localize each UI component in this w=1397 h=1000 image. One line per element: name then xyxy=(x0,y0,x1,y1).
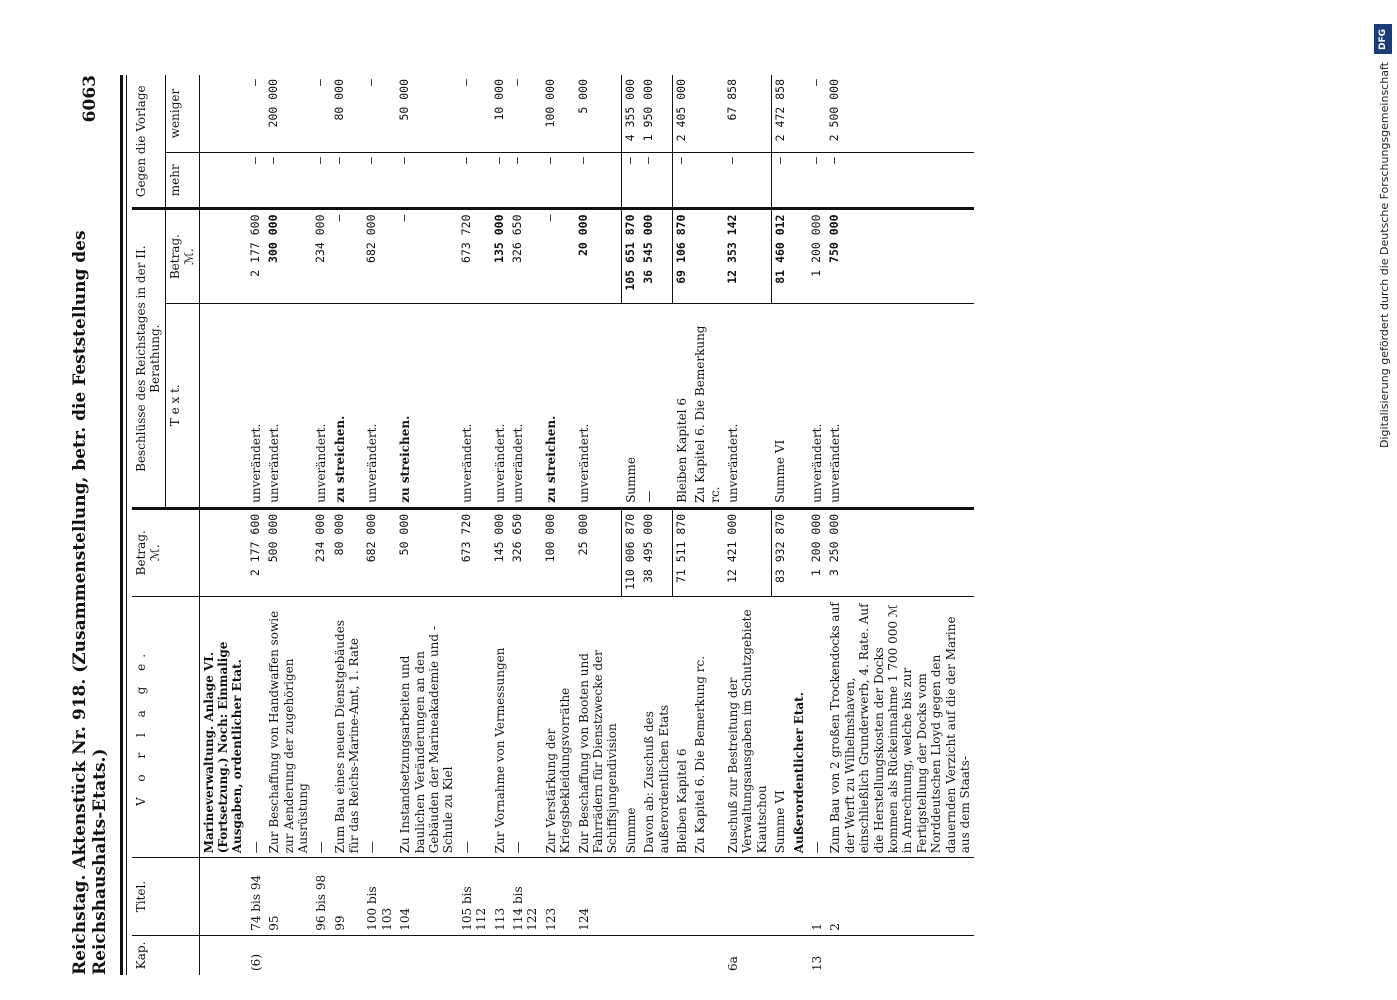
beschluss-betrag-cell: 300 000 xyxy=(265,209,312,303)
titel-cell: 105 bis 112 xyxy=(458,858,491,935)
weniger-cell xyxy=(790,75,808,153)
beschluss-betrag-cell: 1 200 000 xyxy=(808,209,826,303)
kap-cell xyxy=(331,935,364,975)
mehr-cell: — xyxy=(826,153,974,210)
vorlage-betrag-cell: 234 000 xyxy=(312,508,330,596)
weniger-cell: 2 472 858 xyxy=(771,75,789,153)
beschluss-text-cell: unverändert. xyxy=(265,303,312,508)
kap-cell xyxy=(790,935,808,975)
vorlage-betrag-cell: 145 000 xyxy=(491,508,509,596)
table-row xyxy=(771,75,789,975)
mehr-cell: — xyxy=(509,153,542,210)
kap-cell xyxy=(771,935,789,975)
kap-cell xyxy=(458,935,491,975)
beschluss-text-cell: unverändert. xyxy=(826,303,974,508)
weniger-cell: 5 000 xyxy=(575,75,622,153)
table-row xyxy=(509,75,542,975)
kap-cell xyxy=(199,935,247,975)
vorlage-betrag-cell: 110 006 870 xyxy=(622,508,640,596)
table-row xyxy=(640,75,673,975)
beschluss-betrag-cell: 2 177 600 xyxy=(247,209,265,303)
beschluss-text-cell: unverändert. xyxy=(363,303,396,508)
beschluss-text-cell: — xyxy=(640,303,673,508)
mehr-cell: — xyxy=(491,153,509,210)
titel-cell: 113 xyxy=(491,858,509,935)
beschluss-betrag-cell: 12 353 142 xyxy=(724,209,771,303)
vorlage-text-cell: — xyxy=(312,596,330,858)
mehr-cell xyxy=(790,153,808,210)
header-title: Reichstag. Aktenstück Nr. 918. (Zusammenstellung, betr. die Feststellung des Reichshaushalts-Etats.) xyxy=(70,230,110,975)
vorlage-betrag-cell: 673 720 xyxy=(458,508,491,596)
kap-cell: 13 xyxy=(810,955,825,971)
weniger-cell: — xyxy=(808,75,826,153)
titel-cell xyxy=(691,858,724,935)
beschluss-text-cell: unverändert. xyxy=(509,303,542,508)
vorlage-text-cell: Zum Bau von 2 großen Trockendocks auf der Werft zu Wilhelmshaven, einschließlich Grunderwerb, 4. Rate. Auf die Herstellungskosten der Docks kommen als Rückeinnahme 1 700 000 ℳ in Anrechnung, welche bis zur Fertigstellung der Docks vom Norddeutschen Lloyd gegen den dauernden Verzicht auf die der Marine aus dem Staats- xyxy=(826,596,974,858)
titel-cell xyxy=(622,858,640,935)
titel-cell: 1 xyxy=(808,858,826,935)
beschluss-text-cell: unverändert. xyxy=(491,303,509,508)
rotated-page xyxy=(70,75,1310,975)
beschluss-text-cell xyxy=(199,303,247,508)
beschluss-text-cell: Zu Kapitel 6. Die Bemerkung rc. xyxy=(691,303,724,508)
vorlage-betrag-cell: 3 250 000 xyxy=(826,508,974,596)
weniger-cell: 80 000 xyxy=(331,75,364,153)
vorlage-text-cell: — xyxy=(458,596,491,858)
vorlage-text-cell: Zum Bau eines neuen Dienstgebäudes für das Reichs-Marine-Amt, 1. Rate xyxy=(331,596,364,858)
titel-cell: 96 bis 98 xyxy=(312,858,330,935)
beschluss-text-cell: Summe xyxy=(622,303,640,508)
col-betrag2: Betrag. ℳ. xyxy=(165,209,199,303)
mehr-cell: — xyxy=(265,153,312,210)
mehr-cell: — xyxy=(673,153,691,210)
vorlage-text-cell: Summe VI xyxy=(771,596,789,858)
titel-cell xyxy=(640,858,673,935)
table-row xyxy=(691,75,724,975)
table-row xyxy=(312,75,330,975)
mehr-cell: — xyxy=(724,153,771,210)
beschluss-betrag-cell: 36 545 000 xyxy=(640,209,673,303)
mehr-cell: — xyxy=(363,153,396,210)
table-row xyxy=(826,75,974,975)
beschluss-betrag-cell xyxy=(199,209,247,303)
vorlage-betrag-cell: 2 177 600 xyxy=(247,508,265,596)
table-row xyxy=(542,75,575,975)
col-beschluesse: Beschlüsse des Reichstages in der II. Berathung. xyxy=(132,209,165,508)
kap-cell: (6) xyxy=(248,954,263,971)
table-row xyxy=(622,75,640,975)
mehr-cell: — xyxy=(396,153,458,210)
titel-cell xyxy=(771,858,789,935)
beschluss-text-cell: Summe VI xyxy=(771,303,789,508)
titel-cell xyxy=(790,858,808,935)
col-titel: Titel. xyxy=(132,858,199,935)
vorlage-betrag-cell: 80 000 xyxy=(331,508,364,596)
page-number: 6063 xyxy=(80,75,100,123)
beschluss-betrag-cell: 673 720 xyxy=(458,209,491,303)
beschluss-betrag-cell: — xyxy=(542,209,575,303)
vorlage-text-cell: Außerordentlicher Etat. xyxy=(790,596,808,858)
mehr-cell xyxy=(199,153,247,210)
vorlage-betrag-cell xyxy=(790,508,808,596)
vorlage-text-cell: Davon ab: Zuschuß des außerordentlichen Etats xyxy=(640,596,673,858)
beschluss-betrag-cell xyxy=(691,209,724,303)
beschluss-text-cell: unverändert. xyxy=(458,303,491,508)
weniger-cell: 50 000 xyxy=(396,75,458,153)
weniger-cell: — xyxy=(509,75,542,153)
beschluss-text-cell: zu streichen. xyxy=(542,303,575,508)
weniger-cell: 100 000 xyxy=(542,75,575,153)
kap-cell xyxy=(312,935,330,975)
vorlage-text-cell: — xyxy=(363,596,396,858)
weniger-cell: 2 500 000 xyxy=(826,75,974,153)
mehr-cell: — xyxy=(458,153,491,210)
table-row xyxy=(491,75,509,975)
weniger-cell: 200 000 xyxy=(265,75,312,153)
vorlage-betrag-cell: 326 650 xyxy=(509,508,542,596)
mehr-cell: — xyxy=(542,153,575,210)
table-row xyxy=(396,75,458,975)
kap-cell xyxy=(542,935,575,975)
vorlage-text-cell: Zur Vornahme von Vermessungen xyxy=(491,596,509,858)
table-row xyxy=(673,75,691,975)
mehr-cell xyxy=(691,153,724,210)
vorlage-betrag-cell: 682 000 xyxy=(363,508,396,596)
vorlage-betrag-cell: 1 200 000 xyxy=(808,508,826,596)
titel-cell xyxy=(673,858,691,935)
titel-cell xyxy=(724,858,771,935)
vorlage-text-cell: Zur Beschaffung von Booten und Fahrrädern für Dienstzwecke der Schiffsjungendivision xyxy=(575,596,622,858)
vorlage-text-cell: — xyxy=(247,596,265,858)
vorlage-text-cell: Summe xyxy=(622,596,640,858)
col-gegen: Gegen die Vorlage xyxy=(132,75,165,209)
beschluss-betrag-cell: 81 460 012 xyxy=(771,209,789,303)
col-text: T e x t. xyxy=(165,303,199,508)
kap-cell xyxy=(265,935,312,975)
titel-cell: 114 bis 122 xyxy=(509,858,542,935)
titel-cell xyxy=(199,858,247,935)
kap-cell xyxy=(826,935,974,975)
top-rule-thin xyxy=(126,75,127,975)
table-row xyxy=(790,75,808,975)
titel-cell: 2 xyxy=(826,858,974,935)
beschluss-betrag-cell: 234 000 xyxy=(312,209,330,303)
col-weniger: weniger xyxy=(165,75,199,153)
beschluss-betrag-cell: 750 000 xyxy=(826,209,974,303)
vorlage-betrag-cell: 500 000 xyxy=(265,508,312,596)
weniger-cell: 1 950 000 xyxy=(640,75,673,153)
vorlage-text-cell: — xyxy=(808,596,826,858)
mehr-cell: — xyxy=(640,153,673,210)
running-head xyxy=(70,75,110,975)
beschluss-text-cell: unverändert. xyxy=(247,303,265,508)
budget-table xyxy=(132,75,974,975)
beschluss-betrag-cell: 135 000 xyxy=(491,209,509,303)
table-row xyxy=(724,75,771,975)
beschluss-text-cell: unverändert. xyxy=(724,303,771,508)
titel-cell: 74 bis 94 xyxy=(247,858,265,935)
kap-cell xyxy=(691,935,724,975)
titel-cell: 95 xyxy=(265,858,312,935)
weniger-cell: — xyxy=(312,75,330,153)
kap-cell xyxy=(640,935,673,975)
weniger-cell: — xyxy=(363,75,396,153)
vorlage-text-cell: Zur Verstärkung der Kriegsbekleidungsvorräthe xyxy=(542,596,575,858)
table-row xyxy=(363,75,396,975)
kap-cell xyxy=(363,935,396,975)
col-mehr: mehr xyxy=(165,153,199,210)
beschluss-text-cell: Bleiben Kapitel 6 xyxy=(673,303,691,508)
vorlage-betrag-cell: 100 000 xyxy=(542,508,575,596)
table-row xyxy=(331,75,364,975)
weniger-cell xyxy=(691,75,724,153)
beschluss-text-cell: unverändert. xyxy=(312,303,330,508)
beschluss-betrag-cell xyxy=(790,209,808,303)
beschluss-betrag-cell: — xyxy=(331,209,364,303)
vorlage-text-cell: Zuschuß zur Bestreitung der Verwaltungsausgaben im Schutzgebiete Kiautschou xyxy=(724,596,771,858)
vorlage-betrag-cell xyxy=(691,508,724,596)
vorlage-betrag-cell: 83 932 870 xyxy=(771,508,789,596)
weniger-cell xyxy=(199,75,247,153)
table-row xyxy=(808,75,826,975)
table-row xyxy=(458,75,491,975)
mehr-cell: — xyxy=(247,153,265,210)
beschluss-text-cell: zu streichen. xyxy=(331,303,364,508)
beschluss-betrag-cell: 326 650 xyxy=(509,209,542,303)
table-row xyxy=(247,75,265,975)
vorlage-text-cell: Zu Instandsetzungsarbeiten und baulichen Veränderungen an den Gebäuden der Marineakademie und -Schule zu Kiel xyxy=(396,596,458,858)
vorlage-text-cell: Bleiben Kapitel 6 xyxy=(673,596,691,858)
beschluss-betrag-cell: 105 651 870 xyxy=(622,209,640,303)
beschluss-betrag-cell: 20 000 xyxy=(575,209,622,303)
mehr-cell: — xyxy=(622,153,640,210)
beschluss-betrag-cell: — xyxy=(396,209,458,303)
kap-cell xyxy=(491,935,509,975)
kap-cell xyxy=(673,935,691,975)
col-betrag: Betrag. ℳ. xyxy=(132,508,199,596)
beschluss-text-cell: zu streichen. xyxy=(396,303,458,508)
weniger-cell: 67 858 xyxy=(724,75,771,153)
vorlage-text-cell: Zu Kapitel 6. Die Bemerkung rc. xyxy=(691,596,724,858)
weniger-cell: 4 355 000 xyxy=(622,75,640,153)
mehr-cell: — xyxy=(771,153,789,210)
titel-cell: 124 xyxy=(575,858,622,935)
kap-cell xyxy=(396,935,458,975)
vorlage-betrag-cell xyxy=(199,508,247,596)
vorlage-betrag-cell: 12 421 000 xyxy=(724,508,771,596)
funding-note: Digitalisierung gefördert durch die Deutsche Forschungsgemeinschaft xyxy=(1378,62,1391,448)
mehr-cell: — xyxy=(575,153,622,210)
dfg-logo: DFG xyxy=(1374,24,1392,54)
beschluss-betrag-cell: 682 000 xyxy=(363,209,396,303)
weniger-cell: — xyxy=(458,75,491,153)
mehr-cell: — xyxy=(312,153,330,210)
kap-cell xyxy=(622,935,640,975)
weniger-cell: 10 000 xyxy=(491,75,509,153)
mehr-cell: — xyxy=(331,153,364,210)
col-kap: Kap. xyxy=(132,935,199,975)
vorlage-text-cell: — xyxy=(509,596,542,858)
kap-cell xyxy=(575,935,622,975)
beschluss-text-cell: unverändert. xyxy=(808,303,826,508)
weniger-cell: — xyxy=(247,75,265,153)
vorlage-betrag-cell: 25 000 xyxy=(575,508,622,596)
table-row xyxy=(575,75,622,975)
top-rule xyxy=(120,75,123,975)
mehr-cell: — xyxy=(808,153,826,210)
vorlage-betrag-cell: 38 495 000 xyxy=(640,508,673,596)
beschluss-text-cell xyxy=(790,303,808,508)
side-note xyxy=(1371,10,1395,990)
beschluss-betrag-cell: 69 106 870 xyxy=(673,209,691,303)
titel-cell: 123 xyxy=(542,858,575,935)
kap-cell: 6a xyxy=(726,956,741,971)
vorlage-text-cell: Marineverwaltung. Anlage VI. (Fortsetzung.) Noch: Einmalige Ausgaben, ordentlicher Etat. xyxy=(199,596,247,858)
titel-cell: 99 xyxy=(331,858,364,935)
vorlage-text-cell: Zur Beschaffung von Handwaffen sowie zur Aenderung der zugehörigen Ausrüstung xyxy=(265,596,312,858)
titel-cell: 104 xyxy=(396,858,458,935)
table-row xyxy=(265,75,312,975)
vorlage-betrag-cell: 50 000 xyxy=(396,508,458,596)
titel-cell: 100 bis 103 xyxy=(363,858,396,935)
col-vorlage: V o r l a g e. xyxy=(132,596,199,858)
vorlage-betrag-cell: 71 511 870 xyxy=(673,508,691,596)
kap-cell xyxy=(509,935,542,975)
table-row xyxy=(199,75,247,975)
weniger-cell: 2 405 000 xyxy=(673,75,691,153)
beschluss-text-cell: unverändert. xyxy=(575,303,622,508)
